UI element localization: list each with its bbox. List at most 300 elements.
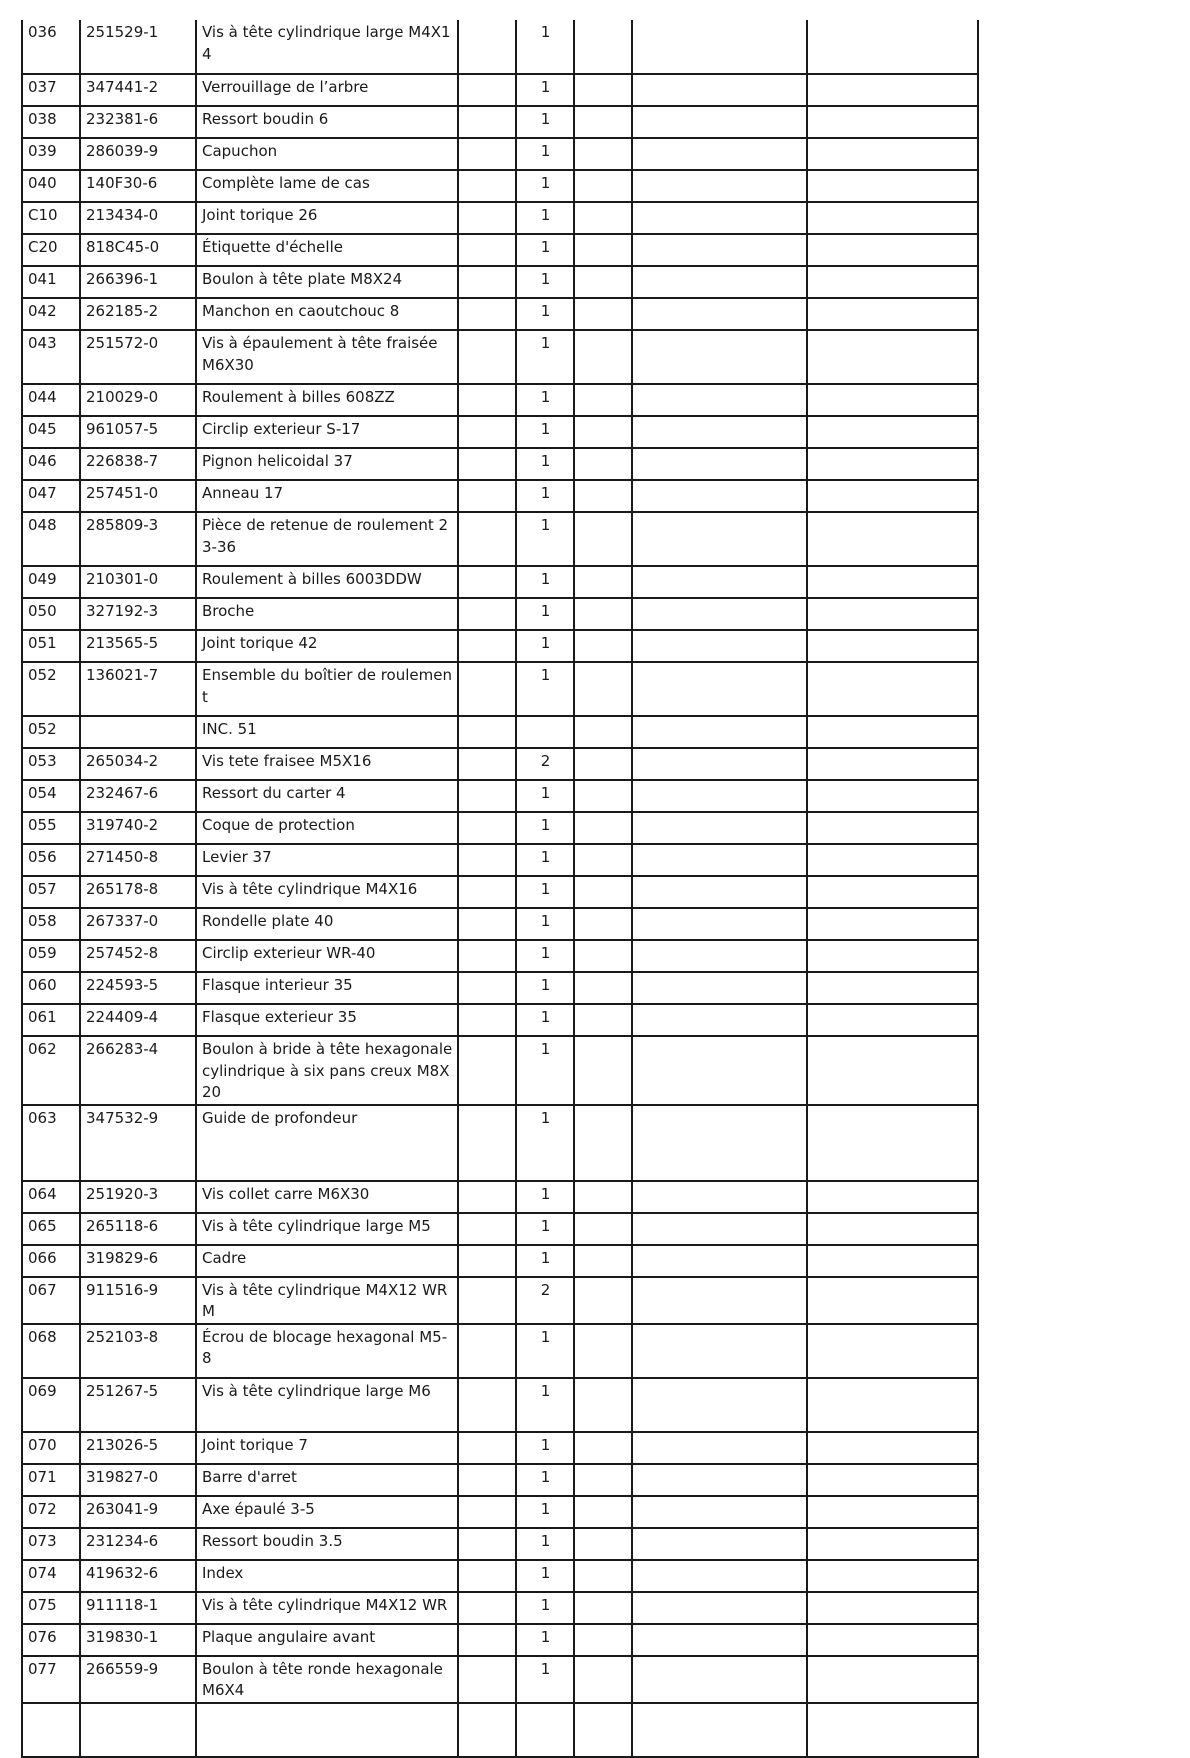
table-row (22, 234, 978, 266)
cell-description: Complète lame de cas (196, 170, 458, 202)
cell-item-number: 052 (22, 716, 80, 748)
cell-blank (632, 844, 807, 876)
cell-part-number: 319830-1 (80, 1624, 196, 1656)
cell-blank (574, 662, 632, 716)
cell-quantity: 1 (516, 844, 574, 876)
table-row (22, 1105, 978, 1181)
cell-blank (574, 480, 632, 512)
cell-blank (807, 170, 978, 202)
cell-blank (574, 1656, 632, 1703)
cell-blank (632, 512, 807, 566)
cell-quantity: 1 (516, 972, 574, 1004)
cell-blank (458, 1703, 516, 1757)
cell-blank (574, 748, 632, 780)
cell-blank (632, 298, 807, 330)
cell-blank (807, 1277, 978, 1324)
cell-item-number: 066 (22, 1245, 80, 1277)
cell-quantity: 1 (516, 1592, 574, 1624)
cell-blank (632, 448, 807, 480)
cell-blank (458, 1496, 516, 1528)
cell-quantity: 1 (516, 1528, 574, 1560)
cell-blank (458, 844, 516, 876)
cell-blank (632, 1324, 807, 1378)
cell-blank (632, 1624, 807, 1656)
cell-blank (458, 716, 516, 748)
cell-quantity: 1 (516, 512, 574, 566)
table-row (22, 330, 978, 384)
cell-description: Circlip exterieur WR-40 (196, 940, 458, 972)
cell-blank (574, 448, 632, 480)
cell-blank (458, 812, 516, 844)
table-row (22, 972, 978, 1004)
cell-quantity: 1 (516, 876, 574, 908)
cell-blank (807, 1592, 978, 1624)
cell-item-number: 040 (22, 170, 80, 202)
table-row (22, 448, 978, 480)
cell-blank (458, 202, 516, 234)
cell-description: Vis à épaulement à tête fraisée M6X30 (196, 330, 458, 384)
cell-blank (632, 1496, 807, 1528)
cell-item-number: 050 (22, 598, 80, 630)
cell-blank (458, 630, 516, 662)
cell-blank (807, 480, 978, 512)
cell-description: Ensemble du boîtier de roulement (196, 662, 458, 716)
cell-description: Joint torique 26 (196, 202, 458, 234)
table-row (22, 298, 978, 330)
table-row (22, 1277, 978, 1324)
cell-blank (574, 940, 632, 972)
cell-blank (807, 1464, 978, 1496)
cell-blank (807, 566, 978, 598)
cell-description: Vis à tête cylindrique M4X16 (196, 876, 458, 908)
cell-blank (807, 1528, 978, 1560)
cell-item-number: 071 (22, 1464, 80, 1496)
cell-blank (458, 1592, 516, 1624)
cell-quantity: 1 (516, 940, 574, 972)
cell-quantity: 1 (516, 170, 574, 202)
cell-blank (632, 1036, 807, 1105)
cell-quantity (516, 1703, 574, 1757)
cell-blank (574, 298, 632, 330)
cell-quantity: 1 (516, 1656, 574, 1703)
cell-blank (458, 416, 516, 448)
cell-blank (807, 1624, 978, 1656)
cell-blank (807, 266, 978, 298)
cell-blank (632, 234, 807, 266)
cell-part-number: 213434-0 (80, 202, 196, 234)
cell-blank (574, 1496, 632, 1528)
cell-description: Cadre (196, 1245, 458, 1277)
cell-blank (807, 512, 978, 566)
cell-quantity: 1 (516, 1181, 574, 1213)
cell-blank (574, 1464, 632, 1496)
cell-description: Ressort du carter 4 (196, 780, 458, 812)
cell-blank (458, 1528, 516, 1560)
cell-blank (807, 812, 978, 844)
cell-part-number: 327192-3 (80, 598, 196, 630)
cell-blank (458, 138, 516, 170)
cell-blank (458, 330, 516, 384)
cell-blank (807, 448, 978, 480)
cell-description: Boulon à bride à tête hexagonale cylindrique à six pans creux M8X20 (196, 1036, 458, 1105)
cell-blank (807, 1656, 978, 1703)
cell-blank (807, 1004, 978, 1036)
cell-blank (574, 566, 632, 598)
cell-blank (458, 780, 516, 812)
cell-description: Plaque angulaire avant (196, 1624, 458, 1656)
cell-blank (807, 1432, 978, 1464)
cell-blank (574, 138, 632, 170)
cell-part-number: 257452-8 (80, 940, 196, 972)
cell-blank (458, 566, 516, 598)
cell-description: Boulon à tête plate M8X24 (196, 266, 458, 298)
cell-item-number: 061 (22, 1004, 80, 1036)
cell-part-number: 263041-9 (80, 1496, 196, 1528)
cell-blank (574, 876, 632, 908)
cell-item-number: 051 (22, 630, 80, 662)
table-row (22, 1624, 978, 1656)
cell-blank (458, 20, 516, 74)
table-row (22, 1432, 978, 1464)
cell-description: Boulon à tête ronde hexagonale M6X4 (196, 1656, 458, 1703)
cell-description: Anneau 17 (196, 480, 458, 512)
cell-blank (807, 940, 978, 972)
cell-part-number: 271450-8 (80, 844, 196, 876)
cell-blank (632, 1432, 807, 1464)
cell-blank (632, 780, 807, 812)
cell-part-number: 818C45-0 (80, 234, 196, 266)
cell-quantity: 1 (516, 566, 574, 598)
cell-blank (574, 1105, 632, 1181)
cell-part-number: 232381-6 (80, 106, 196, 138)
cell-blank (632, 266, 807, 298)
cell-blank (458, 598, 516, 630)
cell-part-number: 251267-5 (80, 1378, 196, 1432)
cell-item-number: 047 (22, 480, 80, 512)
table-row (22, 1004, 978, 1036)
cell-quantity: 2 (516, 1277, 574, 1324)
cell-quantity: 1 (516, 20, 574, 74)
cell-blank (632, 630, 807, 662)
cell-part-number: 266283-4 (80, 1036, 196, 1105)
cell-part-number: 267337-0 (80, 908, 196, 940)
cell-blank (574, 1245, 632, 1277)
cell-item-number: 054 (22, 780, 80, 812)
cell-blank (458, 266, 516, 298)
cell-part-number: 266396-1 (80, 266, 196, 298)
cell-blank (458, 876, 516, 908)
cell-blank (574, 972, 632, 1004)
cell-description: Étiquette d'échelle (196, 234, 458, 266)
cell-quantity: 1 (516, 448, 574, 480)
cell-item-number: 072 (22, 1496, 80, 1528)
table-row (22, 512, 978, 566)
cell-quantity: 1 (516, 908, 574, 940)
cell-blank (807, 1036, 978, 1105)
cell-blank (632, 1703, 807, 1757)
cell-blank (574, 1592, 632, 1624)
cell-item-number: 058 (22, 908, 80, 940)
cell-blank (458, 448, 516, 480)
cell-item-number: 053 (22, 748, 80, 780)
cell-part-number: 262185-2 (80, 298, 196, 330)
cell-blank (458, 1277, 516, 1324)
cell-quantity: 1 (516, 106, 574, 138)
cell-description: Vis à tête cylindrique large M5 (196, 1213, 458, 1245)
cell-blank (574, 74, 632, 106)
cell-blank (458, 1624, 516, 1656)
cell-blank (807, 598, 978, 630)
table-row (22, 1213, 978, 1245)
cell-item-number: 041 (22, 266, 80, 298)
cell-blank (807, 630, 978, 662)
cell-description: Flasque interieur 35 (196, 972, 458, 1004)
parts-table-body (22, 20, 978, 1757)
cell-description: Vis à tête cylindrique large M4X14 (196, 20, 458, 74)
cell-blank (807, 876, 978, 908)
cell-blank (632, 876, 807, 908)
cell-item-number: 075 (22, 1592, 80, 1624)
cell-description: Levier 37 (196, 844, 458, 876)
cell-quantity: 1 (516, 598, 574, 630)
cell-quantity: 1 (516, 1105, 574, 1181)
cell-blank (574, 330, 632, 384)
cell-part-number: 210301-0 (80, 566, 196, 598)
cell-blank (458, 1036, 516, 1105)
cell-item-number: 064 (22, 1181, 80, 1213)
cell-quantity: 1 (516, 266, 574, 298)
table-row (22, 170, 978, 202)
cell-description: Axe épaulé 3-5 (196, 1496, 458, 1528)
cell-quantity: 1 (516, 480, 574, 512)
table-row (22, 266, 978, 298)
cell-blank (807, 662, 978, 716)
table-row (22, 1560, 978, 1592)
cell-part-number: 224593-5 (80, 972, 196, 1004)
cell-quantity: 1 (516, 298, 574, 330)
cell-item-number: 069 (22, 1378, 80, 1432)
cell-part-number: 319740-2 (80, 812, 196, 844)
cell-part-number: 265034-2 (80, 748, 196, 780)
cell-blank (632, 972, 807, 1004)
cell-blank (632, 812, 807, 844)
cell-part-number: 319829-6 (80, 1245, 196, 1277)
cell-blank (632, 1004, 807, 1036)
cell-blank (458, 972, 516, 1004)
cell-blank (807, 202, 978, 234)
cell-blank (458, 1656, 516, 1703)
cell-blank (574, 844, 632, 876)
cell-part-number: 251920-3 (80, 1181, 196, 1213)
cell-part-number: 347441-2 (80, 74, 196, 106)
cell-blank (632, 716, 807, 748)
cell-blank (807, 1324, 978, 1378)
cell-quantity: 1 (516, 1036, 574, 1105)
cell-item-number: C20 (22, 234, 80, 266)
cell-description: Circlip exterieur S-17 (196, 416, 458, 448)
cell-quantity: 1 (516, 1213, 574, 1245)
cell-blank (807, 234, 978, 266)
cell-blank (458, 512, 516, 566)
table-row (22, 908, 978, 940)
cell-quantity: 1 (516, 1432, 574, 1464)
table-row (22, 138, 978, 170)
cell-blank (574, 812, 632, 844)
cell-blank (458, 908, 516, 940)
cell-description: INC. 51 (196, 716, 458, 748)
cell-item-number: 042 (22, 298, 80, 330)
cell-blank (807, 1378, 978, 1432)
cell-blank (632, 1464, 807, 1496)
cell-blank (458, 298, 516, 330)
cell-part-number: 213026-5 (80, 1432, 196, 1464)
cell-item-number: 077 (22, 1656, 80, 1703)
table-row (22, 716, 978, 748)
cell-description: Joint torique 42 (196, 630, 458, 662)
cell-blank (458, 480, 516, 512)
cell-item-number: 060 (22, 972, 80, 1004)
cell-part-number: 319827-0 (80, 1464, 196, 1496)
cell-blank (574, 780, 632, 812)
cell-blank (632, 748, 807, 780)
cell-quantity: 1 (516, 384, 574, 416)
table-row (22, 106, 978, 138)
table-row (22, 662, 978, 716)
cell-blank (632, 20, 807, 74)
cell-blank (807, 384, 978, 416)
cell-part-number (80, 716, 196, 748)
cell-blank (632, 1528, 807, 1560)
cell-description: Manchon en caoutchouc 8 (196, 298, 458, 330)
table-row (22, 1464, 978, 1496)
cell-blank (807, 416, 978, 448)
cell-quantity: 1 (516, 330, 574, 384)
cell-quantity: 1 (516, 630, 574, 662)
cell-blank (458, 170, 516, 202)
cell-quantity: 1 (516, 662, 574, 716)
cell-blank (632, 106, 807, 138)
cell-blank (632, 1105, 807, 1181)
table-row (22, 1378, 978, 1432)
cell-description: Roulement à billes 608ZZ (196, 384, 458, 416)
table-row (22, 940, 978, 972)
table-row (22, 876, 978, 908)
cell-blank (632, 330, 807, 384)
cell-item-number: 045 (22, 416, 80, 448)
cell-part-number: 224409-4 (80, 1004, 196, 1036)
cell-description: Ressort boudin 6 (196, 106, 458, 138)
cell-blank (807, 972, 978, 1004)
cell-blank (632, 1181, 807, 1213)
cell-quantity: 1 (516, 780, 574, 812)
cell-description: Guide de profondeur (196, 1105, 458, 1181)
cell-blank (574, 1036, 632, 1105)
table-row (22, 20, 978, 74)
cell-item-number: 063 (22, 1105, 80, 1181)
cell-blank (807, 1213, 978, 1245)
cell-part-number: 286039-9 (80, 138, 196, 170)
cell-item-number: 048 (22, 512, 80, 566)
cell-blank (574, 512, 632, 566)
cell-description: Broche (196, 598, 458, 630)
table-row (22, 1181, 978, 1213)
cell-blank (632, 1592, 807, 1624)
cell-item-number: 044 (22, 384, 80, 416)
cell-blank (574, 170, 632, 202)
table-row (22, 416, 978, 448)
cell-blank (458, 74, 516, 106)
cell-blank (458, 234, 516, 266)
cell-part-number: 252103-8 (80, 1324, 196, 1378)
cell-blank (807, 908, 978, 940)
cell-item-number: 037 (22, 74, 80, 106)
cell-description: Capuchon (196, 138, 458, 170)
cell-blank (574, 1528, 632, 1560)
cell-item-number: 046 (22, 448, 80, 480)
cell-item-number: 070 (22, 1432, 80, 1464)
cell-blank (807, 1181, 978, 1213)
cell-item-number: 073 (22, 1528, 80, 1560)
cell-description: Écrou de blocage hexagonal M5-8 (196, 1324, 458, 1378)
table-row (22, 1703, 978, 1757)
cell-blank (574, 1378, 632, 1432)
cell-item-number: 043 (22, 330, 80, 384)
cell-blank (807, 74, 978, 106)
table-row (22, 844, 978, 876)
cell-description: Vis à tête cylindrique M4X12 WRM (196, 1277, 458, 1324)
cell-item-number: 067 (22, 1277, 80, 1324)
cell-blank (574, 1324, 632, 1378)
cell-blank (632, 1378, 807, 1432)
cell-blank (632, 940, 807, 972)
cell-description: Joint torique 7 (196, 1432, 458, 1464)
cell-part-number: 210029-0 (80, 384, 196, 416)
cell-quantity: 1 (516, 1004, 574, 1036)
cell-blank (458, 940, 516, 972)
cell-blank (807, 330, 978, 384)
cell-part-number: 265178-8 (80, 876, 196, 908)
cell-blank (632, 416, 807, 448)
cell-description: Flasque exterieur 35 (196, 1004, 458, 1036)
cell-blank (574, 908, 632, 940)
cell-quantity: 1 (516, 1496, 574, 1528)
cell-blank (807, 716, 978, 748)
cell-quantity: 1 (516, 1464, 574, 1496)
cell-blank (574, 1703, 632, 1757)
cell-blank (458, 662, 516, 716)
cell-part-number: 251572-0 (80, 330, 196, 384)
cell-part-number: 213565-5 (80, 630, 196, 662)
cell-description: Pignon helicoidal 37 (196, 448, 458, 480)
cell-blank (632, 384, 807, 416)
cell-part-number: 251529-1 (80, 20, 196, 74)
cell-blank (458, 1324, 516, 1378)
cell-blank (458, 1004, 516, 1036)
cell-quantity: 1 (516, 74, 574, 106)
cell-blank (574, 234, 632, 266)
cell-description: Rondelle plate 40 (196, 908, 458, 940)
cell-blank (632, 74, 807, 106)
cell-quantity: 1 (516, 138, 574, 170)
cell-description: Roulement à billes 6003DDW (196, 566, 458, 598)
cell-blank (458, 1432, 516, 1464)
table-row (22, 1036, 978, 1105)
cell-blank (632, 1656, 807, 1703)
cell-blank (632, 1560, 807, 1592)
cell-blank (458, 1105, 516, 1181)
cell-quantity: 1 (516, 202, 574, 234)
cell-item-number: 057 (22, 876, 80, 908)
